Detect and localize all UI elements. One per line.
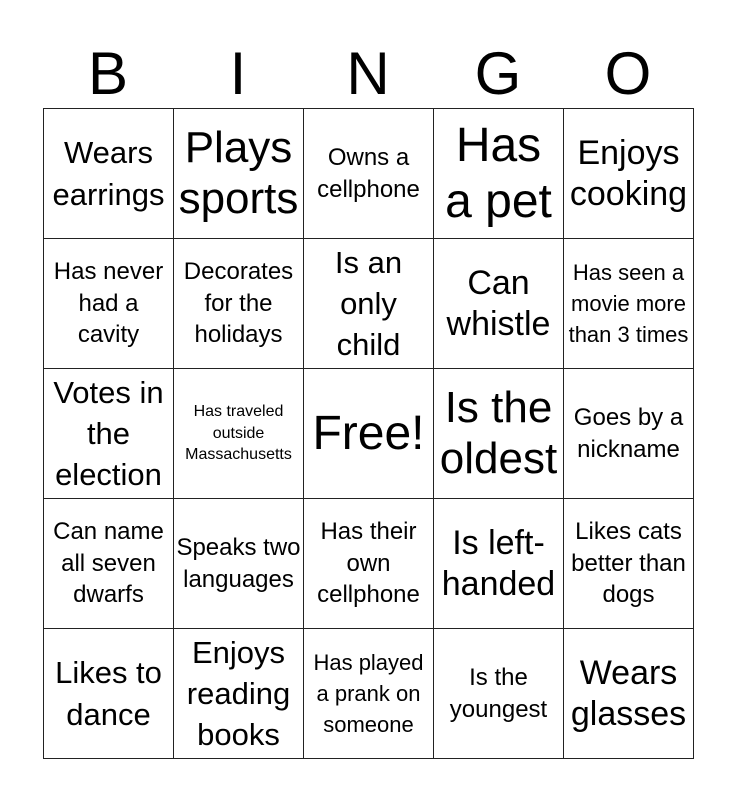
bingo-cell[interactable] [44, 239, 174, 369]
cell-label: Is an only child [334, 244, 403, 363]
bingo-cell[interactable] [564, 109, 694, 239]
header-letter-b: B [87, 40, 129, 107]
cell-label: Likes cats better than dogs [571, 517, 686, 609]
cell-label: Enjoys reading books [186, 634, 291, 753]
cell-label: Decorates for the holidays [183, 257, 294, 349]
bingo-cell[interactable] [174, 239, 304, 369]
cell-label: Wears glasses [570, 653, 687, 733]
header-letter-g: G [474, 40, 522, 107]
cell-label: Is the youngest [449, 663, 548, 723]
free-space-cell[interactable] [304, 369, 434, 499]
bingo-header [43, 40, 693, 108]
cell-label: Plays sports [178, 122, 299, 223]
cell-label: Can name all seven dwarfs [53, 517, 164, 609]
cell-label: Enjoys cooking [569, 133, 688, 213]
bingo-cell[interactable] [564, 369, 694, 499]
cell-label: Wears earrings [52, 135, 165, 212]
bingo-cell[interactable] [434, 629, 564, 759]
bingo-cell[interactable] [434, 499, 564, 629]
cell-label: Owns a cellphone [317, 143, 420, 203]
cell-label: Has never had a cavity [53, 257, 164, 349]
bingo-cell[interactable] [434, 369, 564, 499]
bingo-cell[interactable] [44, 629, 174, 759]
board-row [44, 629, 694, 759]
cell-label: Likes to dance [55, 655, 162, 732]
cell-label: Votes in the election [53, 374, 164, 493]
board-row [44, 369, 694, 499]
cell-label: Has traveled outside Massachusetts [185, 403, 292, 464]
bingo-cell[interactable] [174, 369, 304, 499]
board-row [44, 239, 694, 369]
bingo-board [43, 108, 694, 759]
bingo-cell[interactable] [44, 109, 174, 239]
cell-label: Goes by a nickname [573, 403, 684, 463]
bingo-cell[interactable] [44, 369, 174, 499]
cell-label: Is left-handed [441, 523, 556, 603]
bingo-cell[interactable] [304, 239, 434, 369]
header-letter-i: I [229, 40, 247, 107]
bingo-cell[interactable] [434, 239, 564, 369]
cell-label: Is the oldest [439, 382, 558, 483]
board-row [44, 499, 694, 629]
header-letter-o: O [604, 40, 652, 107]
bingo-cell[interactable] [174, 109, 304, 239]
cell-label: Speaks two languages [176, 533, 301, 593]
free-space-label: Free! [312, 406, 425, 460]
board-row [44, 109, 694, 239]
header-letter-n: N [346, 40, 390, 107]
cell-label: Has their own cellphone [317, 517, 420, 609]
bingo-cell[interactable] [304, 629, 434, 759]
bingo-cell[interactable] [304, 499, 434, 629]
cell-label: Has a pet [445, 119, 552, 228]
bingo-cell[interactable] [174, 499, 304, 629]
bingo-cell[interactable] [174, 629, 304, 759]
cell-label: Has seen a movie more than 3 times [568, 259, 689, 348]
bingo-cell[interactable] [564, 499, 694, 629]
bingo-cell[interactable] [434, 109, 564, 239]
bingo-cell[interactable] [44, 499, 174, 629]
bingo-cell[interactable] [304, 109, 434, 239]
cell-label: Can whistle [446, 263, 551, 343]
bingo-cell[interactable] [564, 629, 694, 759]
bingo-cell[interactable] [564, 239, 694, 369]
cell-label: Has played a prank on someone [313, 649, 424, 738]
